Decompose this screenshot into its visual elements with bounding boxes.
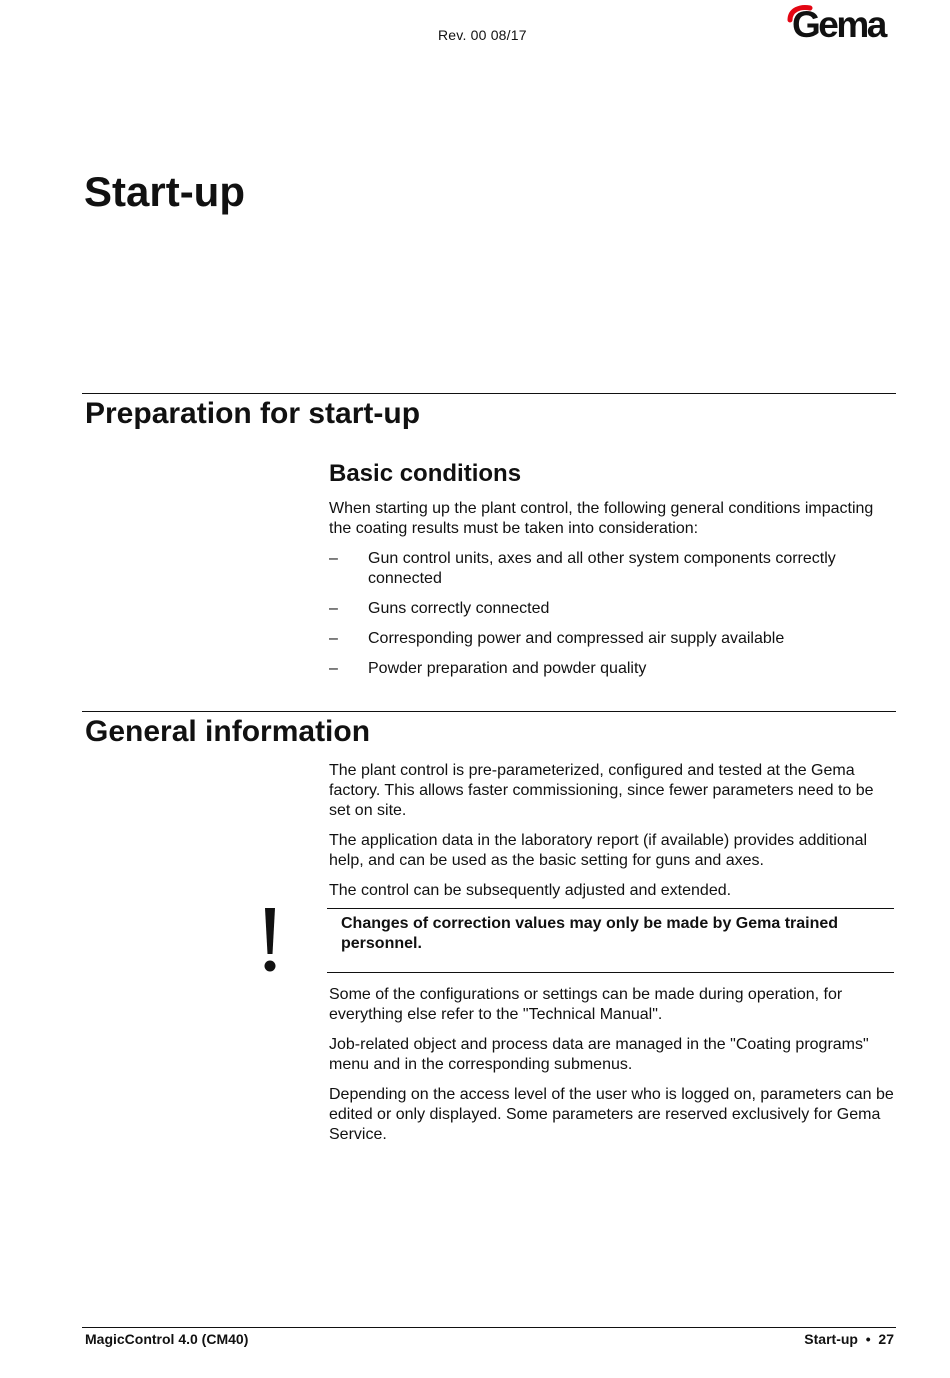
paragraph: The application data in the laboratory report (if available) provides additional help, and can be used as the basic setting for guns and axes. [329, 832, 868, 869]
revision-label: Rev. 00 08/17 [438, 27, 527, 43]
list-bullet: – [329, 600, 338, 617]
list-item: Gun control units, axes and all other system components correctly connected [368, 550, 836, 587]
list-item: Powder preparation and powder quality [368, 660, 647, 677]
basic-conditions-intro: When starting up the plant control, the following general conditions impacting the coating results must be taken into consideration: [329, 500, 874, 537]
footer-page-label: Start-up • 27 [804, 1331, 894, 1347]
section-heading-preparation: Preparation for start-up [85, 397, 421, 430]
list-bullet: – [329, 630, 338, 647]
page-title: Start-up [84, 168, 245, 215]
list-item: Guns correctly connected [368, 600, 550, 617]
note-top-rule [327, 908, 894, 909]
paragraph: The plant control is pre-parameterized, configured and tested at the Gema factory. This allows faster commissioning, since fewer parameters need to be set on site. [329, 762, 874, 819]
logo-text: Gema [792, 4, 885, 45]
list-item: Corresponding power and compressed air supply available [368, 630, 785, 647]
note-bottom-rule [327, 972, 894, 973]
list-bullet: – [329, 550, 338, 567]
paragraph: The control can be subsequently adjusted and extended. [329, 882, 732, 899]
footer-product-name: MagicControl 4.0 (CM40) [85, 1331, 249, 1347]
footer-rule [82, 1327, 896, 1328]
section-divider [82, 711, 896, 712]
paragraph: Some of the configurations or settings can be made during operation, for everything else refer to the "Technical Manual". [329, 986, 843, 1023]
subsection-heading-basic-conditions: Basic conditions [329, 460, 522, 487]
exclamation-icon [256, 902, 284, 974]
paragraph: Depending on the access level of the user who is logged on, parameters can be edited or only displayed. Some parameters are reserved exclusively for Gema Service. [329, 1086, 894, 1143]
section-divider [82, 393, 896, 394]
list-bullet: – [329, 660, 338, 677]
paragraph: Job-related object and process data are managed in the "Coating programs" menu and in the corresponding submenus. [329, 1036, 869, 1073]
section-heading-general-information: General information [85, 715, 371, 748]
note-text: Changes of correction values may only be made by Gema trained personnel. [341, 915, 839, 952]
